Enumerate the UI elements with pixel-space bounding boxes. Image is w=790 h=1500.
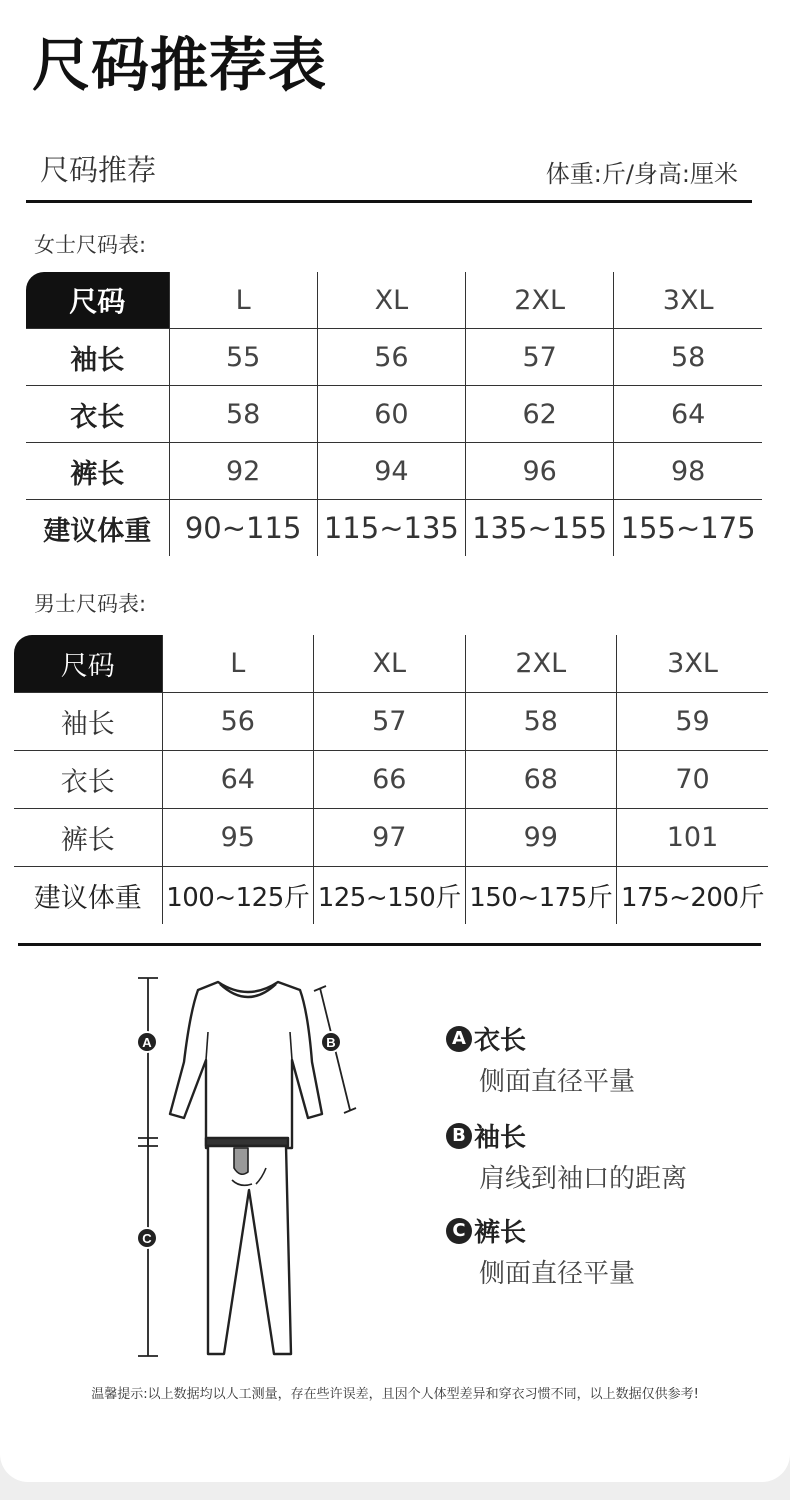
- badge-c-icon: C: [446, 1218, 472, 1244]
- legend-name: 袖长: [474, 1123, 527, 1153]
- table-cell: 175~200斤: [617, 867, 769, 925]
- table-row: [26, 329, 762, 386]
- legend-item-b: [446, 1117, 687, 1195]
- disclaimer-note: 温馨提示:以上数据均以人工测量，存在些许误差，且因个人体型差异和穿衣习惯不同，以上数据仅供参考!: [91, 1387, 699, 1402]
- table-cell: 57: [314, 693, 466, 751]
- row-label: 袖长: [14, 693, 162, 751]
- table-cell: 125~150斤: [314, 867, 466, 925]
- measure-line-a: [138, 978, 158, 1146]
- marker-b-label: B: [326, 1035, 336, 1050]
- table-cell: 56: [317, 329, 465, 386]
- header-cell-size: 尺码: [14, 635, 162, 693]
- legend-desc: 侧面直径平量: [479, 1067, 636, 1097]
- table-cell: 70: [617, 751, 769, 809]
- badge-a-icon: A: [446, 1026, 472, 1052]
- header-cell: L: [169, 272, 317, 329]
- legend-item-a: [446, 1020, 635, 1098]
- table-cell: 98: [614, 443, 762, 500]
- table-cell: 100~125斤: [162, 867, 314, 925]
- legend-name: 衣长: [474, 1026, 527, 1056]
- header-cell: XL: [314, 635, 466, 693]
- table-cell: 58: [465, 693, 617, 751]
- row-label: 裤长: [26, 443, 169, 500]
- row-label: 衣长: [14, 751, 162, 809]
- table-cell: 66: [314, 751, 466, 809]
- header-cell: 2XL: [465, 635, 617, 693]
- women-table-caption: 女士尺码表:: [34, 233, 147, 257]
- table-cell: 150~175斤: [465, 867, 617, 925]
- row-label: 建议体重: [33, 883, 142, 914]
- legend-item-c: [446, 1212, 635, 1290]
- legend-name: 裤长: [474, 1218, 527, 1248]
- table-cell: 97: [314, 809, 466, 867]
- legend-desc: 侧面直径平量: [479, 1259, 636, 1289]
- table-cell: 94: [317, 443, 465, 500]
- header-cell-size: 尺码: [26, 272, 169, 329]
- row-label: 袖长: [26, 329, 169, 386]
- row-label: 裤长: [14, 809, 162, 867]
- table-cell: 155~175: [614, 500, 762, 557]
- pants-outline-icon: [206, 1138, 291, 1354]
- header-cell: 3XL: [617, 635, 769, 693]
- table-row: [14, 693, 768, 751]
- table-cell: 55: [169, 329, 317, 386]
- table-row: [14, 809, 768, 867]
- table-cell: 59: [617, 693, 769, 751]
- divider-bottom: [18, 943, 761, 946]
- table-cell: 95: [162, 809, 314, 867]
- table-cell: 62: [466, 386, 614, 443]
- marker-c-label: C: [142, 1231, 152, 1246]
- table-cell: 57: [466, 329, 614, 386]
- table-cell: 64: [162, 751, 314, 809]
- unit-note: 体重:斤/身高:厘米: [545, 160, 738, 188]
- table-row: [26, 386, 762, 443]
- table-cell: 60: [317, 386, 465, 443]
- table-row: [26, 443, 762, 500]
- table-row: [14, 867, 768, 925]
- badge-b-icon: B: [446, 1123, 472, 1149]
- table-cell: 58: [169, 386, 317, 443]
- table-cell: 115~135: [317, 500, 465, 557]
- header-cell: 3XL: [614, 272, 762, 329]
- table-cell: 56: [162, 693, 314, 751]
- men-table-caption: 男士尺码表:: [34, 592, 147, 616]
- table-cell: 101: [617, 809, 769, 867]
- table-header-row: [26, 272, 762, 329]
- marker-a-label: A: [142, 1035, 152, 1050]
- table-cell: 99: [465, 809, 617, 867]
- divider-top: [26, 200, 752, 203]
- page-title: 尺码推荐表: [32, 31, 328, 99]
- table-cell: 90~115: [169, 500, 317, 557]
- table-cell: 92: [169, 443, 317, 500]
- header-cell: 2XL: [466, 272, 614, 329]
- row-label: 衣长: [26, 386, 169, 443]
- table-row: [26, 500, 762, 557]
- table-cell: 58: [614, 329, 762, 386]
- shirt-outline-icon: [170, 982, 322, 1148]
- legend-desc: 肩线到袖口的距离: [479, 1164, 688, 1194]
- table-cell: 135~155: [466, 500, 614, 557]
- section-heading: 尺码推荐: [40, 153, 157, 187]
- header-cell: XL: [317, 272, 465, 329]
- header-cell: L: [162, 635, 314, 693]
- row-label: 建议体重: [43, 515, 152, 547]
- table-cell: 64: [614, 386, 762, 443]
- women-size-table: [26, 272, 762, 556]
- table-cell: 68: [465, 751, 617, 809]
- table-row: [14, 751, 768, 809]
- table-header-row: [14, 635, 768, 693]
- garment-measurement-diagram: [128, 972, 368, 1362]
- men-size-table: [14, 635, 768, 924]
- table-cell: 96: [466, 443, 614, 500]
